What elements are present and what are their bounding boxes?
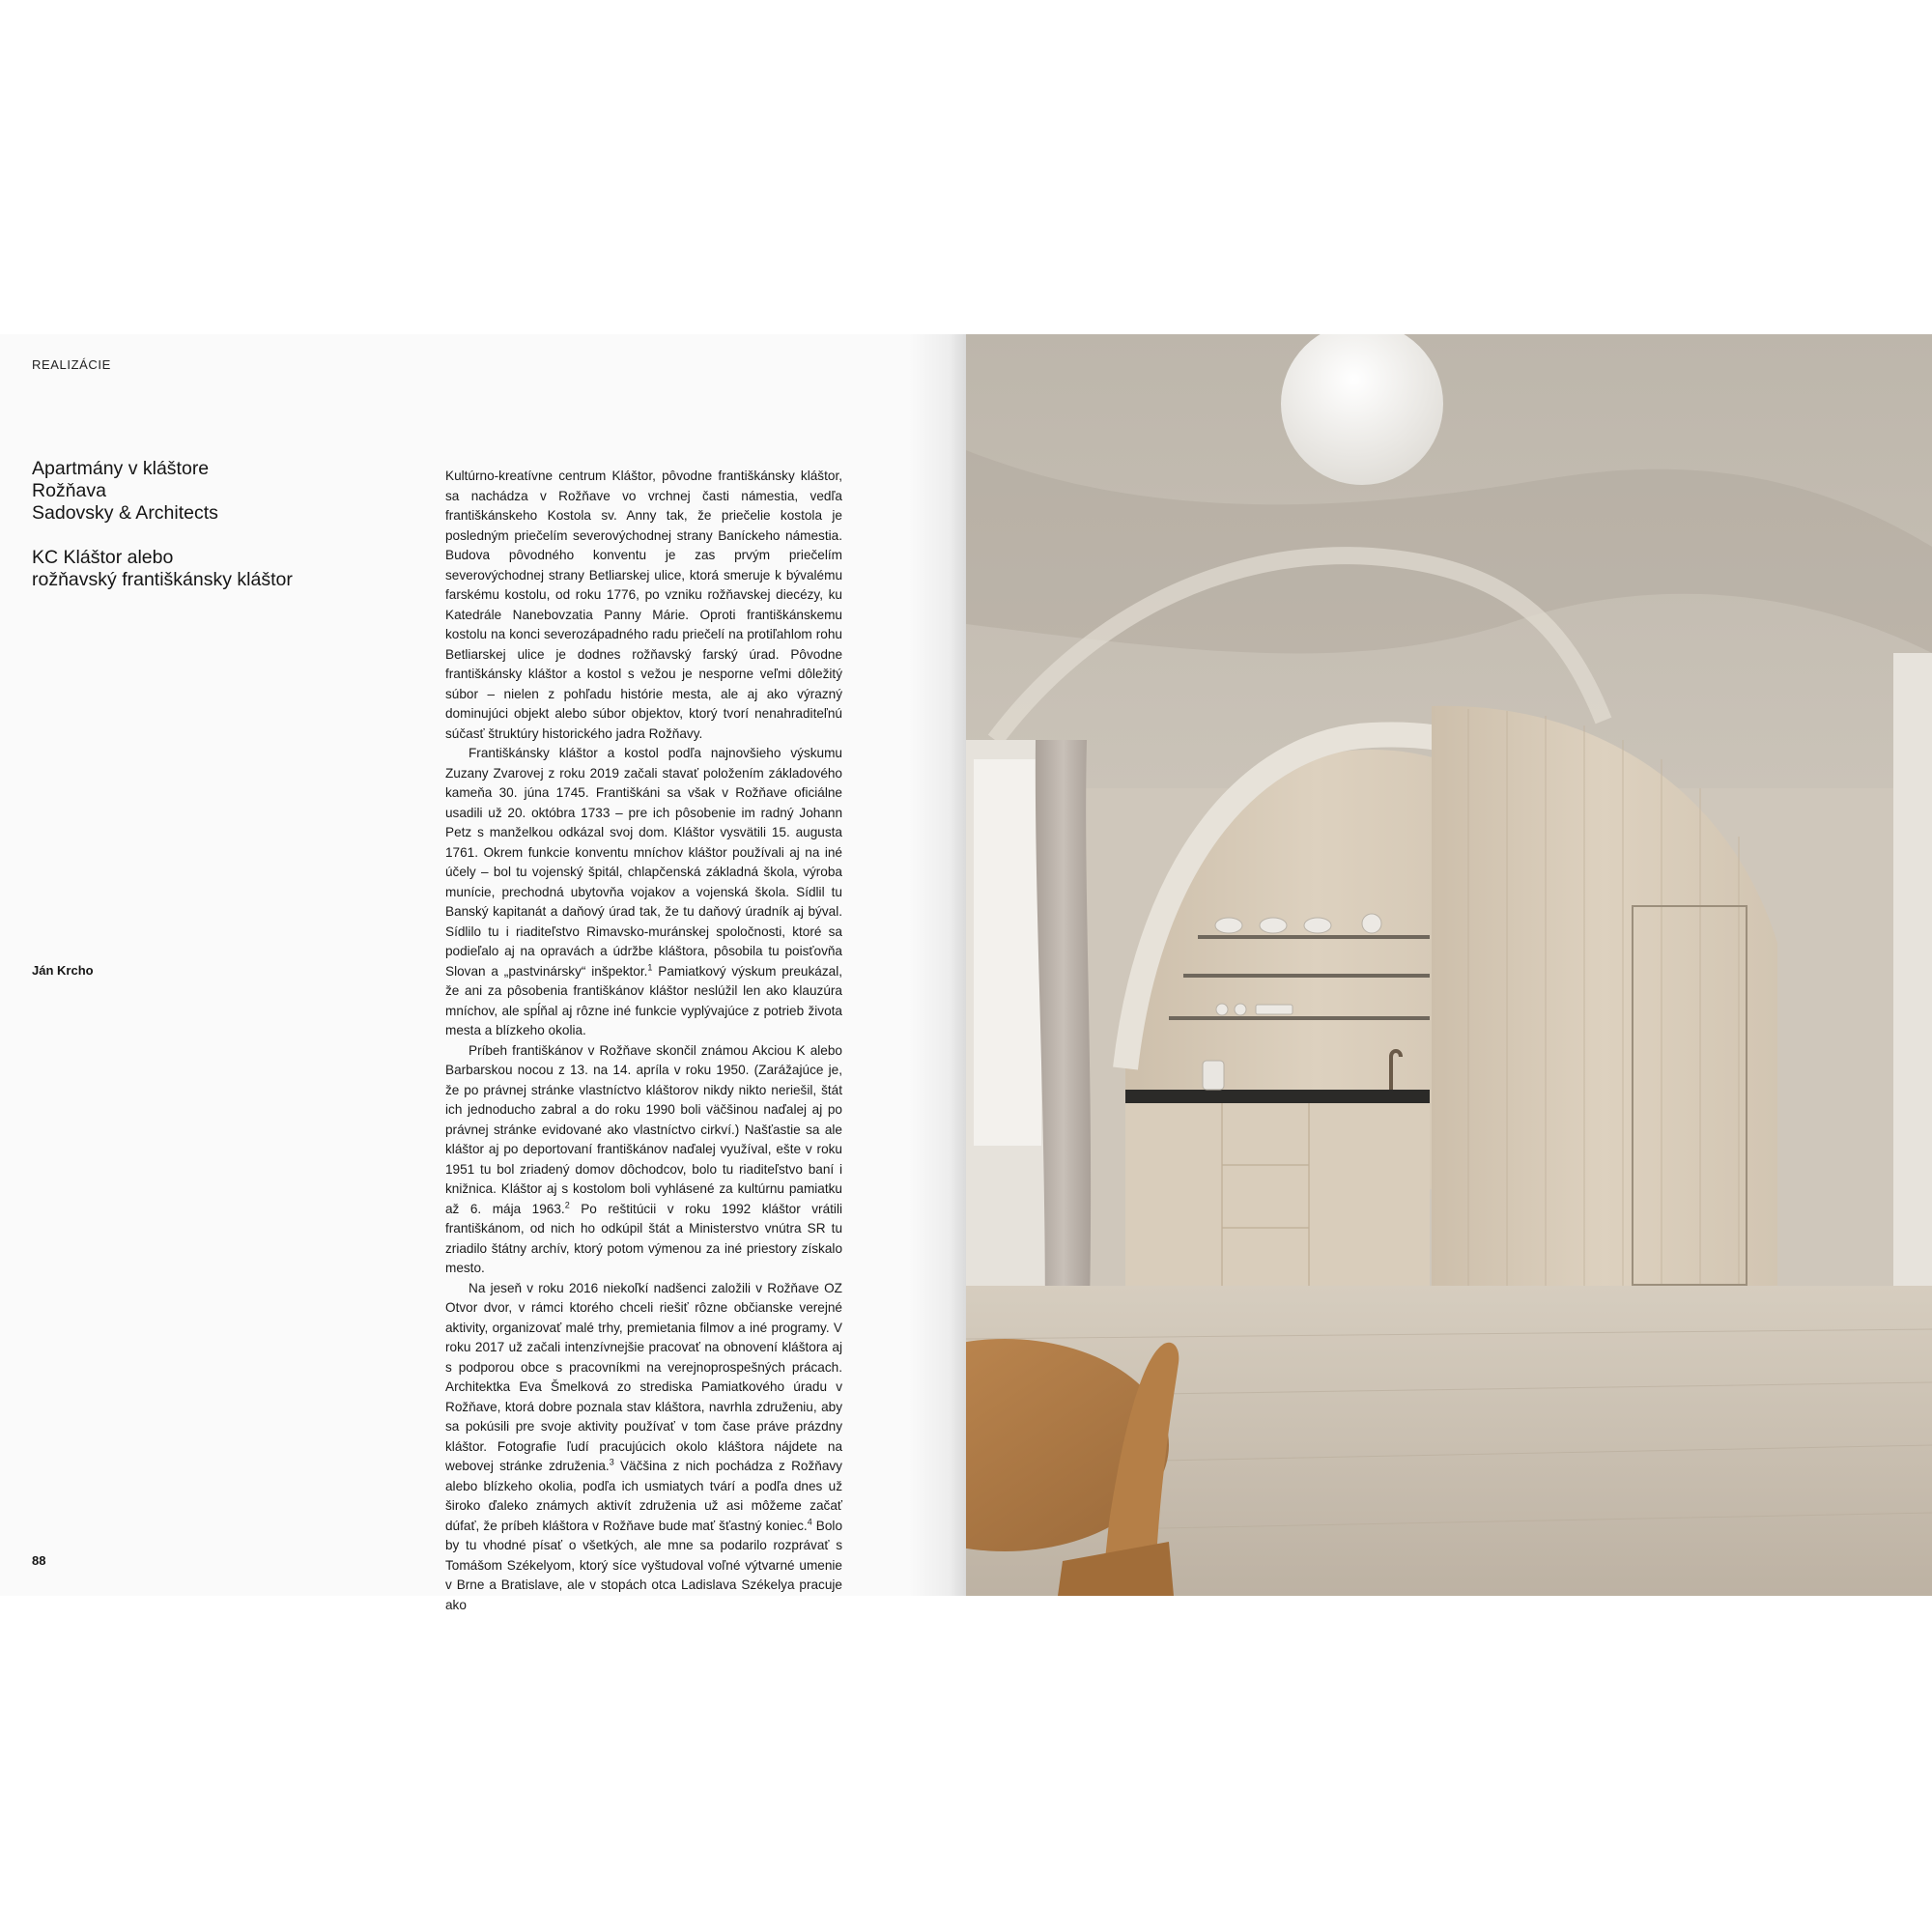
subtitle-line: rožňavský františkánsky kláštor [32,569,293,590]
title-line: Rožňava [32,480,106,501]
section-label: REALIZÁCIE [32,357,111,372]
paragraph [445,467,842,744]
paragraph-text: Na jeseň v roku 2016 niekoľkí nadšenci založili v Rožňave OZ Otvor dvor, v rámci ktorého chceli riešiť rôzne občianske verejné aktivity, organizovať malé trhy, premietania filmov a iné programy. V roku 2017 už začali intenzívnejšie pracovať na obnovení kláštora aj s podporou obce s pracovníkmi na verejnoprospešných prácach. Architektka Eva Šmelková zo strediska Pamiatkového úradu v Rožňave, ktorá dobre poznala stav kláštora, navrhla združeniu, aby sa pokúsili pre svoje aktivity používať v tom čase práve prázdny kláštor. Fotografie ľudí pracujúcich okolo kláštora nájdete na webovej stránke združenia. [445,1280,842,1473]
paragraph-text: Pamiatkový výskum preukázal, že ani za pôsobenia františkánov kláštor neslúžil len ako klauzúra mníchov, ale spĺňal aj rôzne iné funkcie vyplývajúce z potrieb života mesta a blízkeho okolia. [445,963,842,1037]
paragraph [445,1041,842,1279]
paragraph-text: Františkánsky kláštor a kostol podľa najnovšieho výskumu Zuzany Zvarovej z roku 2019 začali stavať položením základového kameňa 30. júna 1745. Františkáni sa však v Rožňave oficiálne usadili už 20. októbra 1733 – pre ich pôsobenie im radný Johann Petz s manželkou odkázal svoj dom. Kláštor vysvätili 15. augusta 1761. Okrem funkcie konventu mníchov kláštor používali aj na iné účely – bol tu vojenský špitál, chlapčenská základná škola, výroba munície, prechodná ubytovňa vojakov a vojenská škola. Sídlil tu Banský kapitanát a daňový úrad tak, že tu daňový úradník aj býval. Sídlilo tu i riaditeľstvo Rimavsko-muránskej spoločnosti, ktoré sa podieľalo aj na opravách a údržbe kláštora, pôsobila tu poisťovňa Slovan a „pastvinársky“ inšpektor. [445,746,842,979]
paragraph-text: Väčšina z nich pochádza z Rožňavy alebo blízkeho okolia, podľa ich usmiatych tvárí a podľa dnes už široko ďaleko známych aktivít združenia už asi môžeme začať dúfať, že príbeh kláštora v Rožňave bude mať šťastný koniec. [445,1459,842,1533]
magazine-spread [0,334,1932,1612]
title-line: Sadovsky & Architects [32,502,218,524]
interior-photo-illustration [966,334,1932,1596]
footnote-mark: 4 [807,1516,812,1526]
paragraph-text: Kultúrno-kreatívne centrum Kláštor, pôvodne františkánsky kláštor, sa nachádza v Rožňave vo vrchnej časti námestia, vedľa františkánskeho Kostola sv. Anny tak, že priečelie kostola je posledným priečelím severovýchodnej strany Baníckeho námestia. Budova pôvodného konventu je zas prvým priečelím severovýchodnej strany Betliarskej ulice, ktorá smeruje k bývalému farskému kostolu, od roku 1776, po vzniku rožňavskej diecézy, ku Katedrále Nanebovzatia Panny Márie. Oproti františkánskemu kostolu na konci severozápadného radu priečelí na protiľahlom rohu Betliarskej ulice je dodnes rožňavský farský úrad. Pôvodne františkánsky kláštor a kostol s vežou je nesporne veľmi dôležitý súbor – nielen z pohľadu histórie mesta, ale aj ako výrazný dominujúci objekt alebo súbor objektov, ktorý tvorí nenahraditeľnú súčasť štruktúry historického jadra Rožňavy. [445,469,842,741]
paragraph [445,744,842,1041]
title-line: Apartmány v kláštore [32,458,210,479]
paragraph-text: Po reštitúcii v roku 1992 kláštor vrátili františkánom, od nich ho odkúpil štát a Ministerstvo vnútra SR tu zriadilo štátny archív, ktorý potom výmenou za iné priestory získalo mesto. [445,1201,842,1275]
lower-cabinets [1125,1103,1430,1289]
window-light [974,759,1041,1146]
footnote-mark: 2 [564,1199,570,1209]
interior-photo [966,334,1932,1596]
title-spacer [32,525,399,547]
paragraph-text: Príbeh františkánov v Rožňave skončil známou Akciou K alebo Barbarskou nocou z 13. na 14. apríla v roku 1950. (Zarážajúce je, že po právnej stránke vlastníctvo kláštorov nikdy nikto neriešil, štát ich jednoducho zabral a do roku 1990 boli väčšinou naďalej aj po právnej stránke evidované ako vlastníctvo cirkví.) Našťastie sa ale kláštor aj po deportovaní františkánov naďalej využíval, ešte v roku 1951 tu bol zriadený domov dôchodcov, bolo tu riaditeľstvo baní i knižnica. Kláštor aj s kostolom boli vyhlásené za kultúrnu pamiatku až 6. mája 1963. [445,1042,842,1216]
article-title-block [32,458,399,591]
gutter-shadow [908,334,966,1596]
left-page [0,334,966,1612]
footnote-mark: 1 [647,961,653,972]
countertop [1125,1090,1430,1103]
paragraph [445,1279,842,1616]
author-name: Ján Krcho [32,963,94,978]
paragraph-text: Bolo by tu vhodné písať o všetkých, ale mne sa podarilo rozprávať s Tomášom Székelyom, ktorý síce vyštudoval voľné výtvarné umenie v Brne a Bratislave, ale v stopách otca Ladislava Székelya pracuje ako [445,1518,843,1612]
subtitle-line: KC Kláštor alebo [32,547,174,568]
article-body [445,467,842,1615]
footnote-mark: 3 [609,1457,614,1467]
page-number: 88 [32,1553,46,1568]
kettle [1203,1061,1224,1090]
